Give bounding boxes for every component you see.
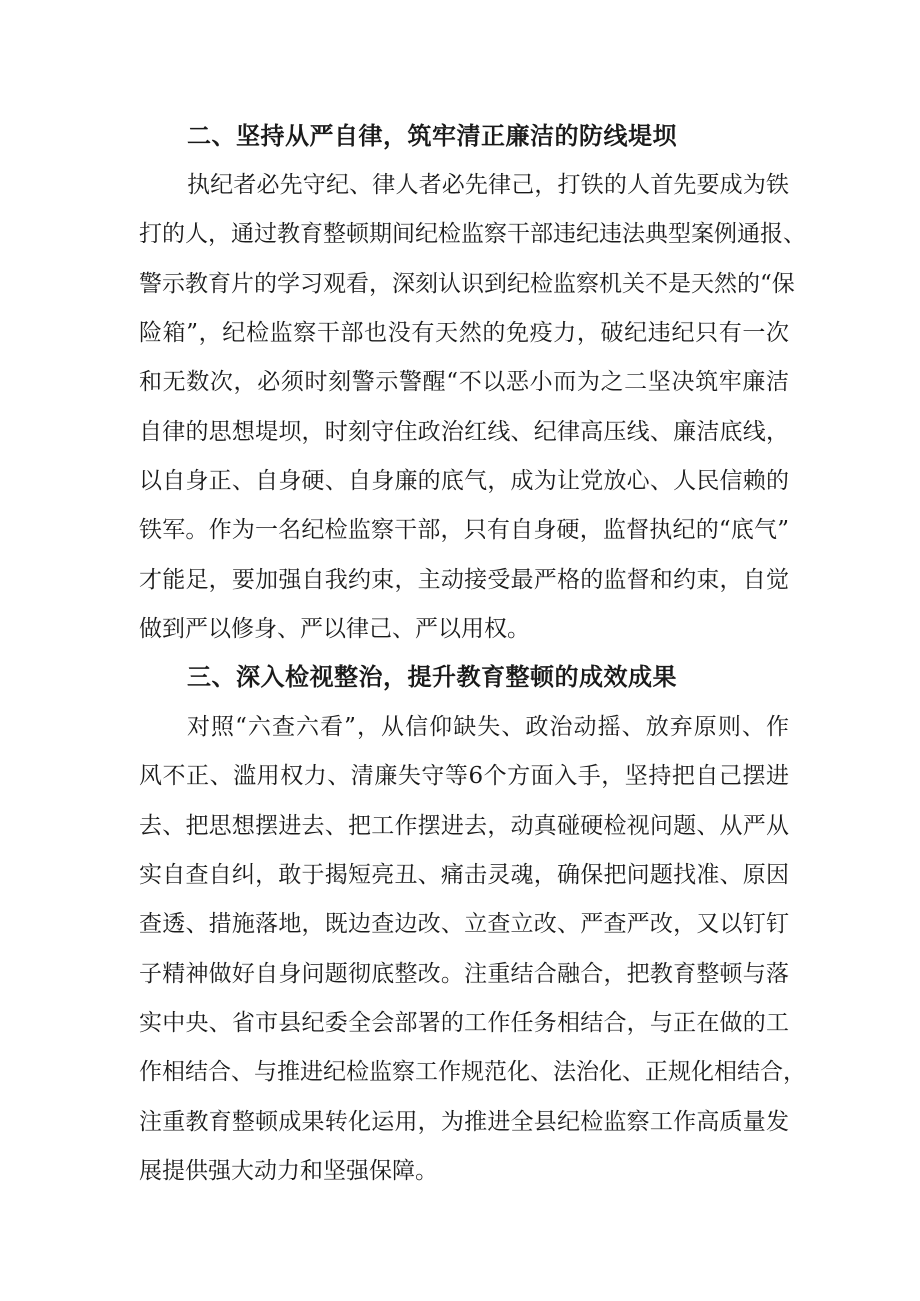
section-3-line: 风不正、滥用权力、清廉失守等6个方面入手，坚持把自己摆进 xyxy=(139,763,789,789)
section-2-line: 以自身正、自身硬、自身廉的底气，成为让党放心、人民信赖的 xyxy=(139,468,789,494)
section-2-line: 自律的思想堤坝，时刻守住政治红线、纪律高压线、廉洁底线， xyxy=(139,419,789,445)
section-2-line: 铁军。作为一名纪检监察干部，只有自身硬，监督执纪的“底气” xyxy=(139,517,789,543)
section-3-line: 作相结合、与推进纪检监察工作规范化、法治化、正规化相结合， xyxy=(139,1059,806,1085)
section-3-heading: 三、深入检视整治，提升教育整顿的成效成果 xyxy=(187,663,677,691)
section-3-line: 实中央、省市县纪委全会部署的工作任务相结合，与正在做的工 xyxy=(139,1010,789,1036)
section-2-line: 打的人，通过教育整顿期间纪检监察干部违纪违法典型案例通报、 xyxy=(139,221,806,247)
section-3-line: 展提供强大动力和坚强保障。 xyxy=(139,1158,438,1184)
section-2-line: 执纪者必先守纪、律人者必先律己，打铁的人首先要成为铁 xyxy=(187,172,789,198)
section-3-line: 查透、措施落地，既边查边改、立查立改、严查严改，又以钉钉 xyxy=(139,911,789,937)
section-3-line: 子精神做好自身问题彻底整改。注重结合融合，把教育整顿与落 xyxy=(139,961,789,987)
section-2-heading: 二、坚持从严自律，筑牢清正廉洁的防线堤坝 xyxy=(187,122,677,150)
section-3-line: 对照“六查六看”，从信仰缺失、政治动摇、放弃原则、作 xyxy=(187,714,789,740)
section-3-line: 注重教育整顿成果转化运用，为推进全县纪检监察工作高质量发 xyxy=(139,1109,789,1135)
section-2-line: 才能足，要加强自我约束，主动接受最严格的监督和约束，自觉 xyxy=(139,567,789,593)
section-2-line: 险箱”，纪检监察干部也没有天然的免疫力，破纪违纪只有一次 xyxy=(139,320,789,346)
section-2-line: 警示教育片的学习观看，深刻认识到纪检监察机关不是天然的“保 xyxy=(139,271,795,297)
section-2-line: 做到严以修身、严以律己、严以用权。 xyxy=(139,616,530,642)
section-3-line: 实自查自纠，敢于揭短亮丑、痛击灵魂，确保把问题找准、原因 xyxy=(139,862,789,888)
section-3-line: 去、把思想摆进去、把工作摆进去，动真碰硬检视问题、从严从 xyxy=(139,813,789,839)
section-2-line: 和无数次，必须时刻警示警醒“不以恶小而为之二坚决筑牢廉洁 xyxy=(139,369,789,395)
